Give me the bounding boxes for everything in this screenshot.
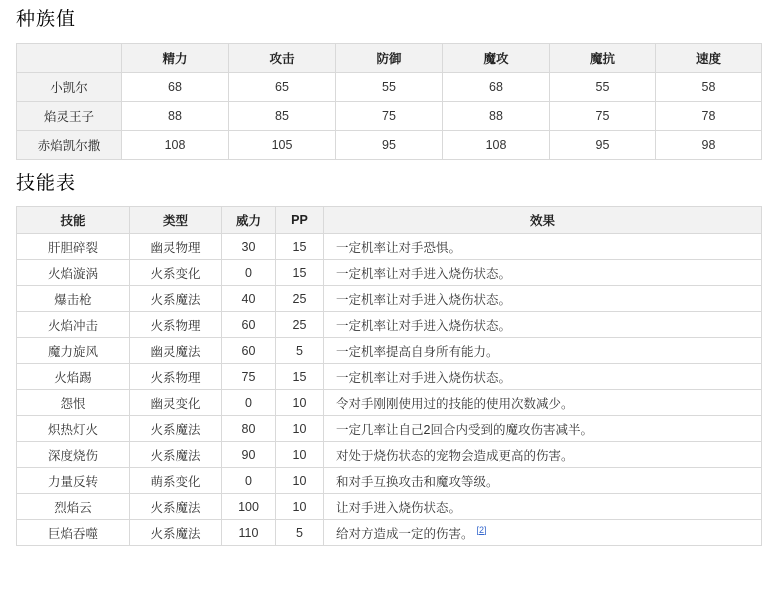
move-name: 火焰冲击 — [17, 312, 130, 338]
stats-cell-attack: 105 — [229, 130, 336, 159]
stats-cell-spdefense: 75 — [550, 101, 656, 130]
stats-col-name — [17, 43, 122, 72]
move-power: 90 — [222, 442, 276, 468]
stats-cell-spdefense: 95 — [550, 130, 656, 159]
move-name: 怨恨 — [17, 390, 130, 416]
table-header-row — [17, 43, 762, 72]
move-type: 幽灵物理 — [130, 234, 222, 260]
move-power: 60 — [222, 312, 276, 338]
move-effect-text: 和对手互换攻击和魔攻等级。 — [336, 474, 499, 489]
stats-col-hp: 精力 — [122, 43, 229, 72]
move-type: 火系魔法 — [130, 442, 222, 468]
move-power: 60 — [222, 338, 276, 364]
move-name: 力量反转 — [17, 468, 130, 494]
stats-cell-attack: 85 — [229, 101, 336, 130]
stats-cell-defense: 95 — [336, 130, 443, 159]
page-title-moves: 技能表 — [16, 172, 77, 194]
move-list-table — [16, 206, 762, 546]
move-type: 火系物理 — [130, 364, 222, 390]
move-effect — [324, 286, 762, 312]
table-row — [17, 442, 762, 468]
move-effect — [324, 390, 762, 416]
move-power: 0 — [222, 260, 276, 286]
stats-cell-speed: 58 — [656, 72, 762, 101]
move-type: 火系物理 — [130, 312, 222, 338]
table-row — [17, 520, 762, 546]
move-type: 火系魔法 — [130, 286, 222, 312]
stats-col-spdefense: 魔抗 — [550, 43, 656, 72]
move-type: 幽灵变化 — [130, 390, 222, 416]
move-effect — [324, 442, 762, 468]
move-effect-text: 一定机率让对手进入烧伤状态。 — [336, 318, 512, 333]
moves-col-power: 威力 — [222, 207, 276, 234]
move-power: 100 — [222, 494, 276, 520]
move-effect — [324, 234, 762, 260]
move-power: 110 — [222, 520, 276, 546]
move-effect — [324, 494, 762, 520]
table-row — [17, 101, 762, 130]
move-effect-text: 一定机率让对手恐惧。 — [336, 240, 462, 255]
table-row — [17, 416, 762, 442]
move-type: 幽灵魔法 — [130, 338, 222, 364]
move-effect-text: 一定机率提高自身所有能力。 — [336, 344, 499, 359]
move-name: 爆击枪 — [17, 286, 130, 312]
move-effect — [324, 416, 762, 442]
move-power: 0 — [222, 468, 276, 494]
move-type: 火系变化 — [130, 260, 222, 286]
move-effect-text: 给对方造成一定的伤害。 — [336, 526, 474, 541]
stats-cell-speed: 98 — [656, 130, 762, 159]
move-pp: 10 — [276, 468, 324, 494]
move-name: 深度烧伤 — [17, 442, 130, 468]
stats-cell-hp: 108 — [122, 130, 229, 159]
stats-row-name: 小凯尔 — [17, 72, 122, 101]
table-row — [17, 468, 762, 494]
stats-cell-spattack: 108 — [443, 130, 550, 159]
moves-col-effect: 效果 — [324, 207, 762, 234]
move-pp: 10 — [276, 442, 324, 468]
move-power: 40 — [222, 286, 276, 312]
table-header-row — [17, 207, 762, 234]
move-effect-text: 一定机率让对手进入烧伤状态。 — [336, 370, 512, 385]
stats-row-name: 焰灵王子 — [17, 101, 122, 130]
page-title-stats: 种族值 — [16, 9, 77, 30]
stats-cell-defense: 55 — [336, 72, 443, 101]
move-effect-text: 一定机率让对手进入烧伤状态。 — [336, 292, 512, 307]
stats-cell-speed: 78 — [656, 101, 762, 130]
move-name: 魔力旋风 — [17, 338, 130, 364]
move-effect-text: 令对手刚刚使用过的技能的使用次数减少。 — [336, 396, 574, 411]
move-effect — [324, 468, 762, 494]
move-pp: 5 — [276, 338, 324, 364]
move-type: 火系魔法 — [130, 520, 222, 546]
move-name: 火焰漩涡 — [17, 260, 130, 286]
move-pp: 25 — [276, 286, 324, 312]
move-pp: 10 — [276, 494, 324, 520]
move-name: 烈焰云 — [17, 494, 130, 520]
move-effect — [324, 364, 762, 390]
move-effect — [324, 520, 762, 546]
stats-col-attack: 攻击 — [229, 43, 336, 72]
stats-cell-spattack: 68 — [443, 72, 550, 101]
move-effect-text: 一定机率让对手进入烧伤状态。 — [336, 266, 512, 281]
moves-col-pp: PP — [276, 207, 324, 234]
table-row — [17, 234, 762, 260]
move-pp: 15 — [276, 260, 324, 286]
stats-cell-attack: 65 — [229, 72, 336, 101]
table-row — [17, 286, 762, 312]
stats-cell-hp: 88 — [122, 101, 229, 130]
move-name: 炽热灯火 — [17, 416, 130, 442]
table-row — [17, 338, 762, 364]
reference-link[interactable]: [2] — [476, 524, 487, 535]
move-type: 火系魔法 — [130, 416, 222, 442]
move-pp: 25 — [276, 312, 324, 338]
move-effect-text: 对处于烧伤状态的宠物会造成更高的伤害。 — [336, 448, 574, 463]
move-name: 火焰踢 — [17, 364, 130, 390]
table-row — [17, 130, 762, 159]
table-row — [17, 312, 762, 338]
move-power: 30 — [222, 234, 276, 260]
article-content — [0, 8, 777, 590]
move-name: 肝胆碎裂 — [17, 234, 130, 260]
stats-col-speed: 速度 — [656, 43, 762, 72]
stats-col-defense: 防御 — [336, 43, 443, 72]
moves-col-name: 技能 — [17, 207, 130, 234]
move-type: 火系魔法 — [130, 494, 222, 520]
table-row — [17, 494, 762, 520]
table-row — [17, 390, 762, 416]
move-pp: 10 — [276, 416, 324, 442]
move-effect-text: 让对手进入烧伤状态。 — [336, 500, 462, 515]
stats-cell-spattack: 88 — [443, 101, 550, 130]
table-row — [17, 260, 762, 286]
table-row — [17, 364, 762, 390]
move-pp: 10 — [276, 390, 324, 416]
move-effect — [324, 260, 762, 286]
move-power: 75 — [222, 364, 276, 390]
stats-cell-defense: 75 — [336, 101, 443, 130]
moves-col-type: 类型 — [130, 207, 222, 234]
stats-cell-spdefense: 55 — [550, 72, 656, 101]
move-power: 80 — [222, 416, 276, 442]
move-effect — [324, 338, 762, 364]
move-type: 萌系变化 — [130, 468, 222, 494]
move-pp: 15 — [276, 234, 324, 260]
stats-col-spattack: 魔攻 — [443, 43, 550, 72]
stats-row-name: 赤焰凯尔撒 — [17, 130, 122, 159]
move-pp: 15 — [276, 364, 324, 390]
move-power: 0 — [222, 390, 276, 416]
table-row — [17, 72, 762, 101]
move-pp: 5 — [276, 520, 324, 546]
move-effect — [324, 312, 762, 338]
stats-cell-hp: 68 — [122, 72, 229, 101]
move-name: 巨焰吞噬 — [17, 520, 130, 546]
base-stats-table — [16, 43, 762, 160]
move-effect-text: 一定几率让自己2回合内受到的魔攻伤害减半。 — [336, 422, 593, 437]
